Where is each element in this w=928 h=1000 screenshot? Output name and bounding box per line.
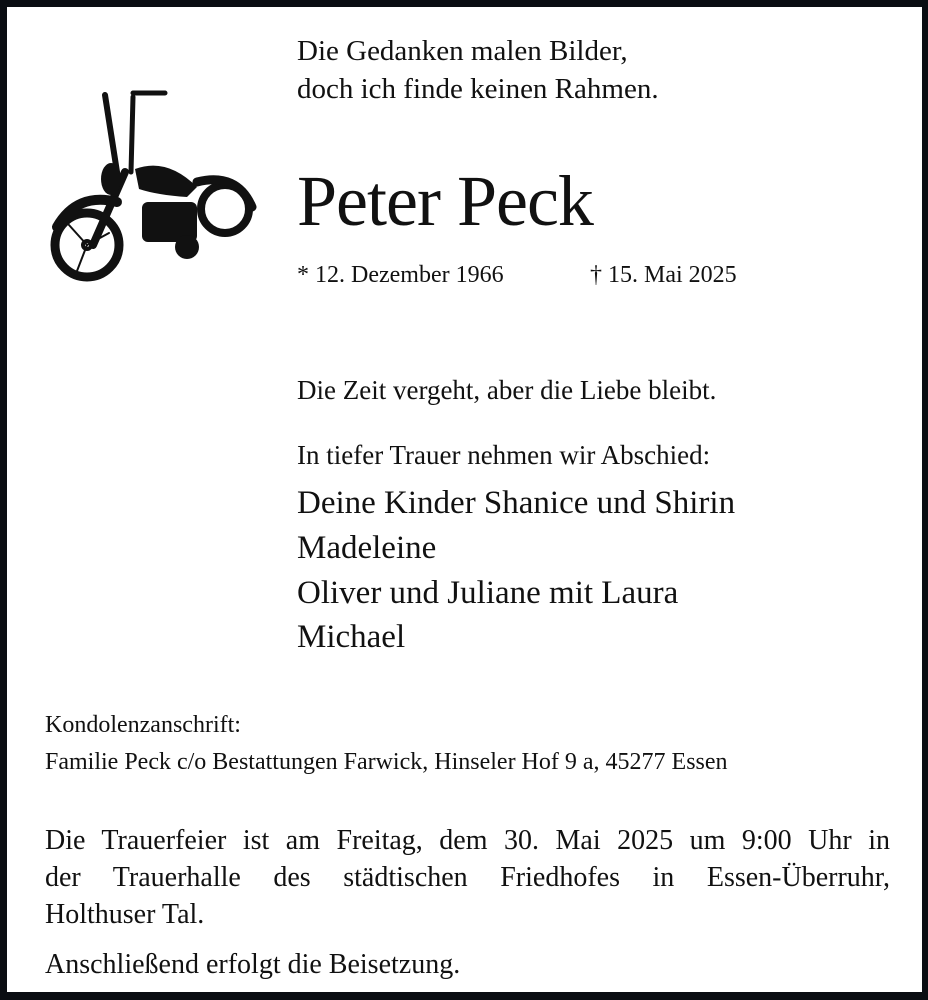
family-member: Deine Kinder Shanice und Shirin bbox=[297, 485, 736, 521]
ceremony-line-3: Holthuser Tal. bbox=[45, 899, 205, 930]
motto-line-2: doch ich finde keinen Rahmen. bbox=[297, 73, 659, 105]
birth-date: * 12. Dezember 1966 bbox=[297, 262, 504, 288]
family-member: Oliver und Juliane mit Laura bbox=[297, 575, 679, 611]
family-member: Madeleine bbox=[297, 530, 437, 566]
condolence-address: Familie Peck c/o Bestattungen Farwick, Hinseler Hof 9 a, 45277 Essen bbox=[45, 749, 728, 775]
obituary-card bbox=[7, 7, 922, 992]
motto-line-1: Die Gedanken malen Bilder, bbox=[297, 35, 628, 67]
mourning-intro: In tiefer Trauer nehmen wir Abschied: bbox=[297, 440, 711, 470]
death-date: † 15. Mai 2025 bbox=[590, 262, 737, 288]
quote: Die Zeit vergeht, aber die Liebe bleibt. bbox=[297, 375, 717, 405]
burial-note: Anschließend erfolgt die Beisetzung. bbox=[45, 949, 461, 980]
ceremony-line-2: der Trauerhalle des städtischen Friedhofes in Essen-Überruhr, bbox=[45, 862, 890, 893]
condolence-label: Kondolenzanschrift: bbox=[45, 712, 241, 738]
ceremony-line-1: Die Trauerfeier ist am Freitag, dem 30. Mai 2025 um 9:00 Uhr in bbox=[45, 825, 890, 856]
family-member: Michael bbox=[297, 619, 406, 655]
deceased-name: Peter Peck bbox=[297, 161, 593, 241]
motorcycle-icon bbox=[47, 77, 267, 297]
